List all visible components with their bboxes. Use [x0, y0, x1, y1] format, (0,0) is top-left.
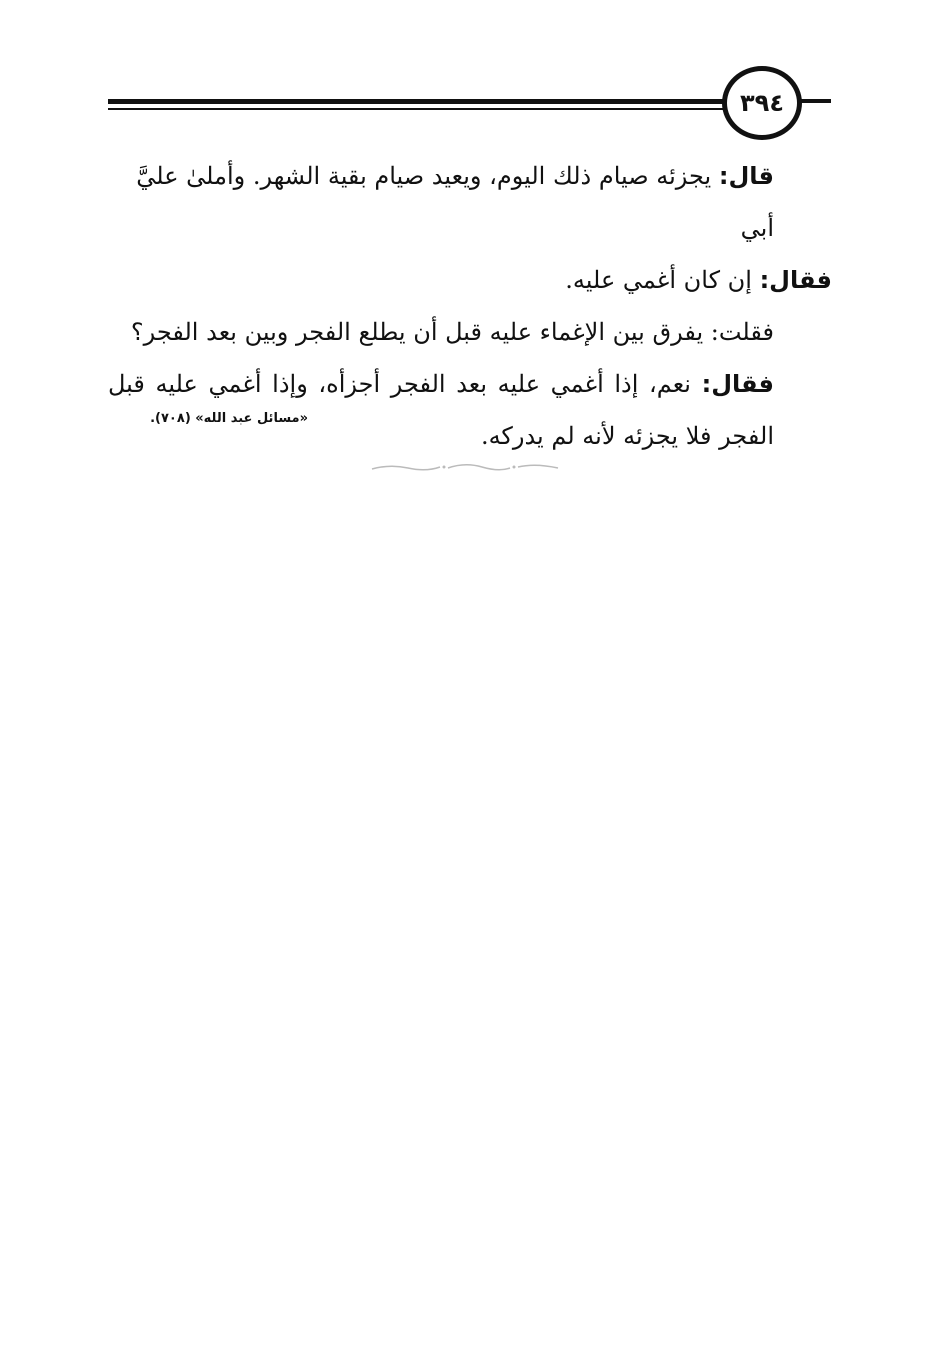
paragraph-3: فقلت: يفرق بين الإغماء عليه قبل أن يطلع الفجر وبين بعد الفجر؟ [130, 318, 774, 346]
header-rule-thin [108, 108, 733, 110]
header-rule-right [798, 99, 831, 103]
ornament-divider-icon [370, 460, 560, 474]
paragraph-2 [108, 254, 832, 306]
paragraph-text: إن كان أغمي عليه. [565, 266, 760, 294]
paragraph-text: نعم، إذا أغمي عليه بعد الفجر أجزأه، وإذا أغمي عليه قبل الفجر فلا يجزئه لأنه لم يدركه. [108, 370, 774, 450]
header-rule-thick [108, 99, 733, 104]
page-number-badge [722, 66, 802, 140]
paragraph-text: يجزئه صيام ذلك اليوم، ويعيد صيام بقية الشهر. وأملىٰ عليَّ أبي [136, 162, 774, 242]
paragraph-1 [108, 150, 832, 254]
page-header [0, 0, 936, 150]
speaker-label: قال: [718, 162, 774, 190]
speaker-label: فقال: [701, 370, 775, 398]
source-citation: «مسائل عبد الله» (٧٠٨). [150, 411, 308, 426]
paragraph-4 [108, 358, 832, 462]
page-number: ٣٩٤ [740, 89, 784, 117]
speaker-label: فقال: [759, 266, 832, 294]
